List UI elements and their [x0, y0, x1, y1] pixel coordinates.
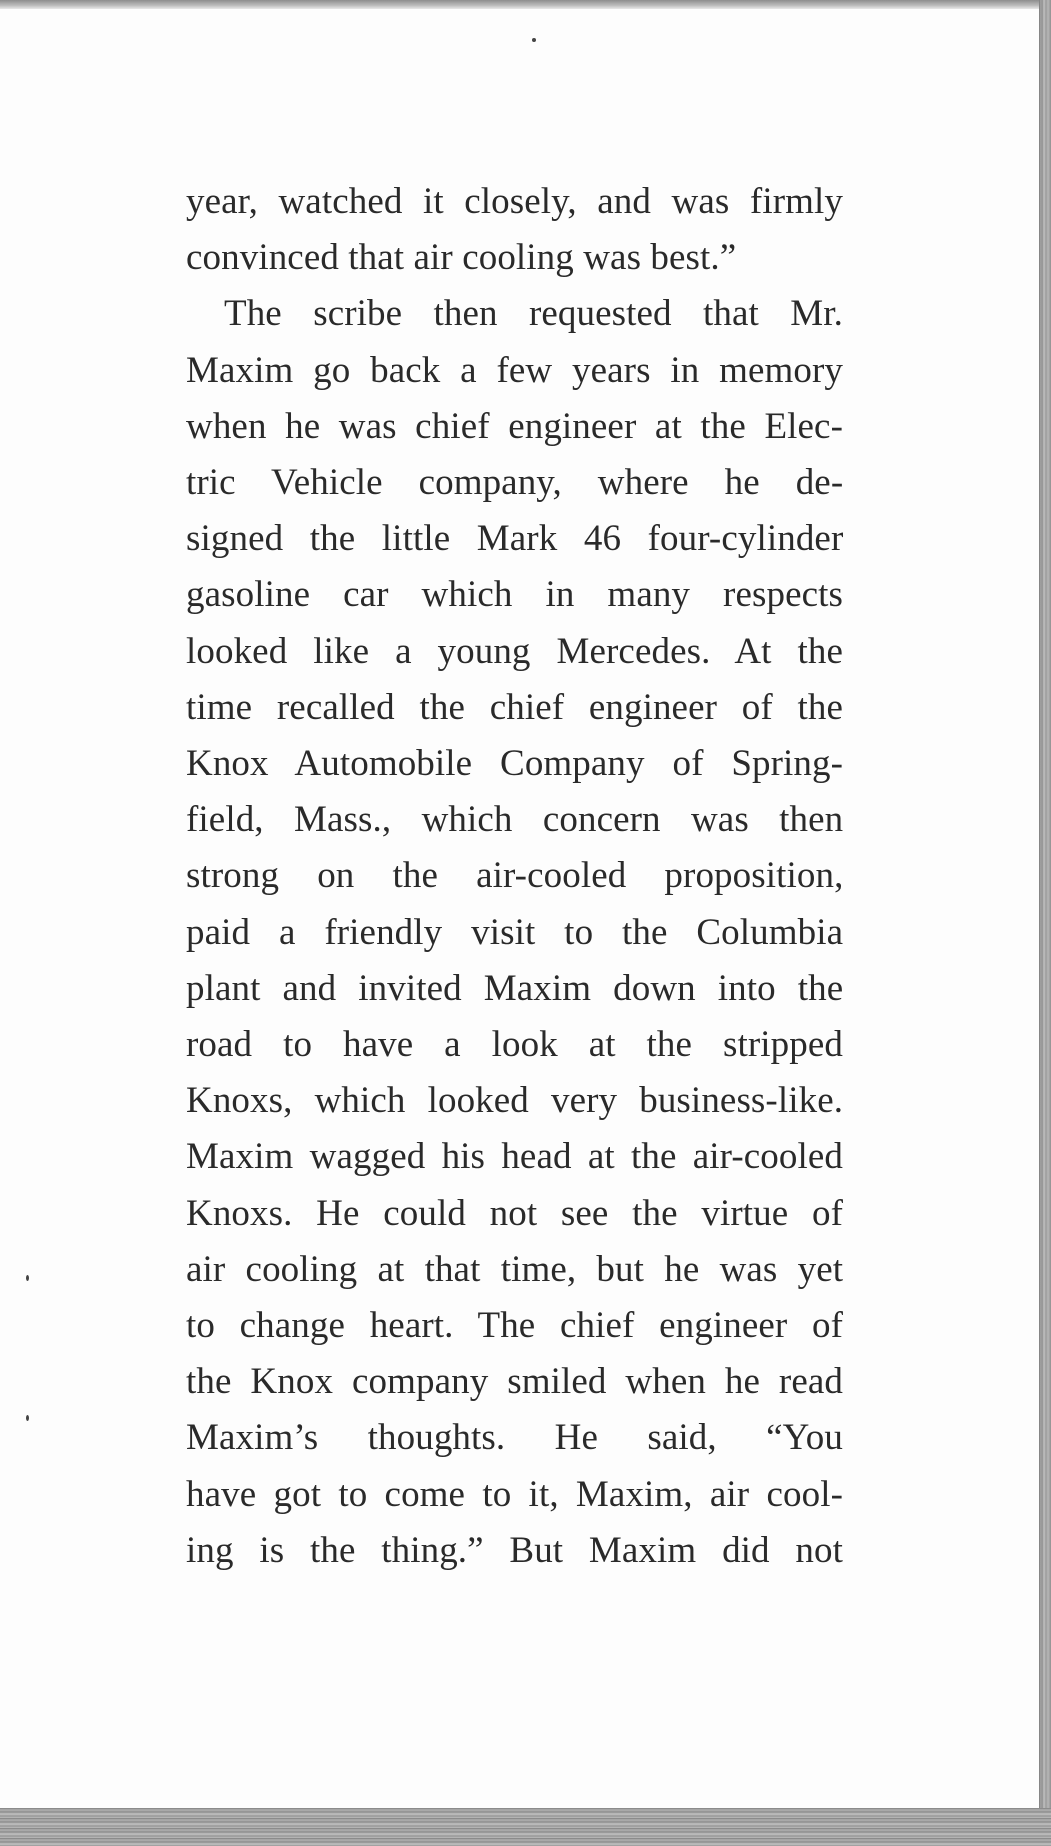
scan-edge-top [0, 0, 1051, 9]
text-line: convinced that air cooling was best.” [186, 237, 737, 279]
dust-speck [26, 1415, 29, 1421]
text-line: when he was chief engineer at the Elec- [186, 405, 843, 447]
text-line: strong on the air-cooled proposition, [186, 855, 844, 897]
text-line: The scribe then requested that Mr. [224, 293, 843, 335]
text-line: Knox Automobile Company of Spring- [186, 743, 844, 785]
text-line: air cooling at that time, but he was yet [186, 1248, 844, 1290]
text-line: tric Vehicle company, where he de- [186, 462, 844, 504]
body-text [186, 174, 843, 1579]
text-line: Maxim go back a few years in memory [186, 349, 844, 391]
text-line: Knoxs, which looked very business-like. [186, 1080, 844, 1122]
text-line: have got to come to it, Maxim, air cool- [186, 1473, 843, 1515]
text-line: the Knox company smiled when he read [186, 1361, 843, 1403]
text-line: looked like a young Mercedes. At the [186, 630, 843, 672]
paragraph-1 [186, 174, 843, 286]
text-line: ing is the thing.” But Maxim did not [186, 1529, 843, 1571]
text-line: to change heart. The chief engineer of [186, 1305, 843, 1347]
text-line: Knoxs. He could not see the virtue of [186, 1192, 843, 1234]
dust-speck [532, 38, 536, 42]
text-line: Maxim’s thoughts. He said, “You [186, 1417, 843, 1459]
text-line: year, watched it closely, and was firmly [186, 181, 843, 222]
text-line: gasoline car which in many respects [186, 574, 843, 616]
text-line: Maxim wagged his head at the air-cooled [186, 1136, 843, 1178]
text-line: field, Mass., which concern was then [186, 799, 844, 841]
scan-edge-right [1039, 0, 1051, 1846]
text-line: paid a friendly visit to the Columbia [186, 911, 844, 953]
dust-speck [26, 1275, 29, 1281]
text-line: road to have a look at the stripped [186, 1024, 843, 1066]
paragraph-2 [186, 286, 843, 1579]
scan-edge-bottom [0, 1808, 1051, 1846]
text-line: signed the little Mark 46 four-cylinder [186, 518, 844, 560]
text-line: time recalled the chief engineer of the [186, 686, 843, 728]
text-line: plant and invited Maxim down into the [186, 967, 844, 1009]
